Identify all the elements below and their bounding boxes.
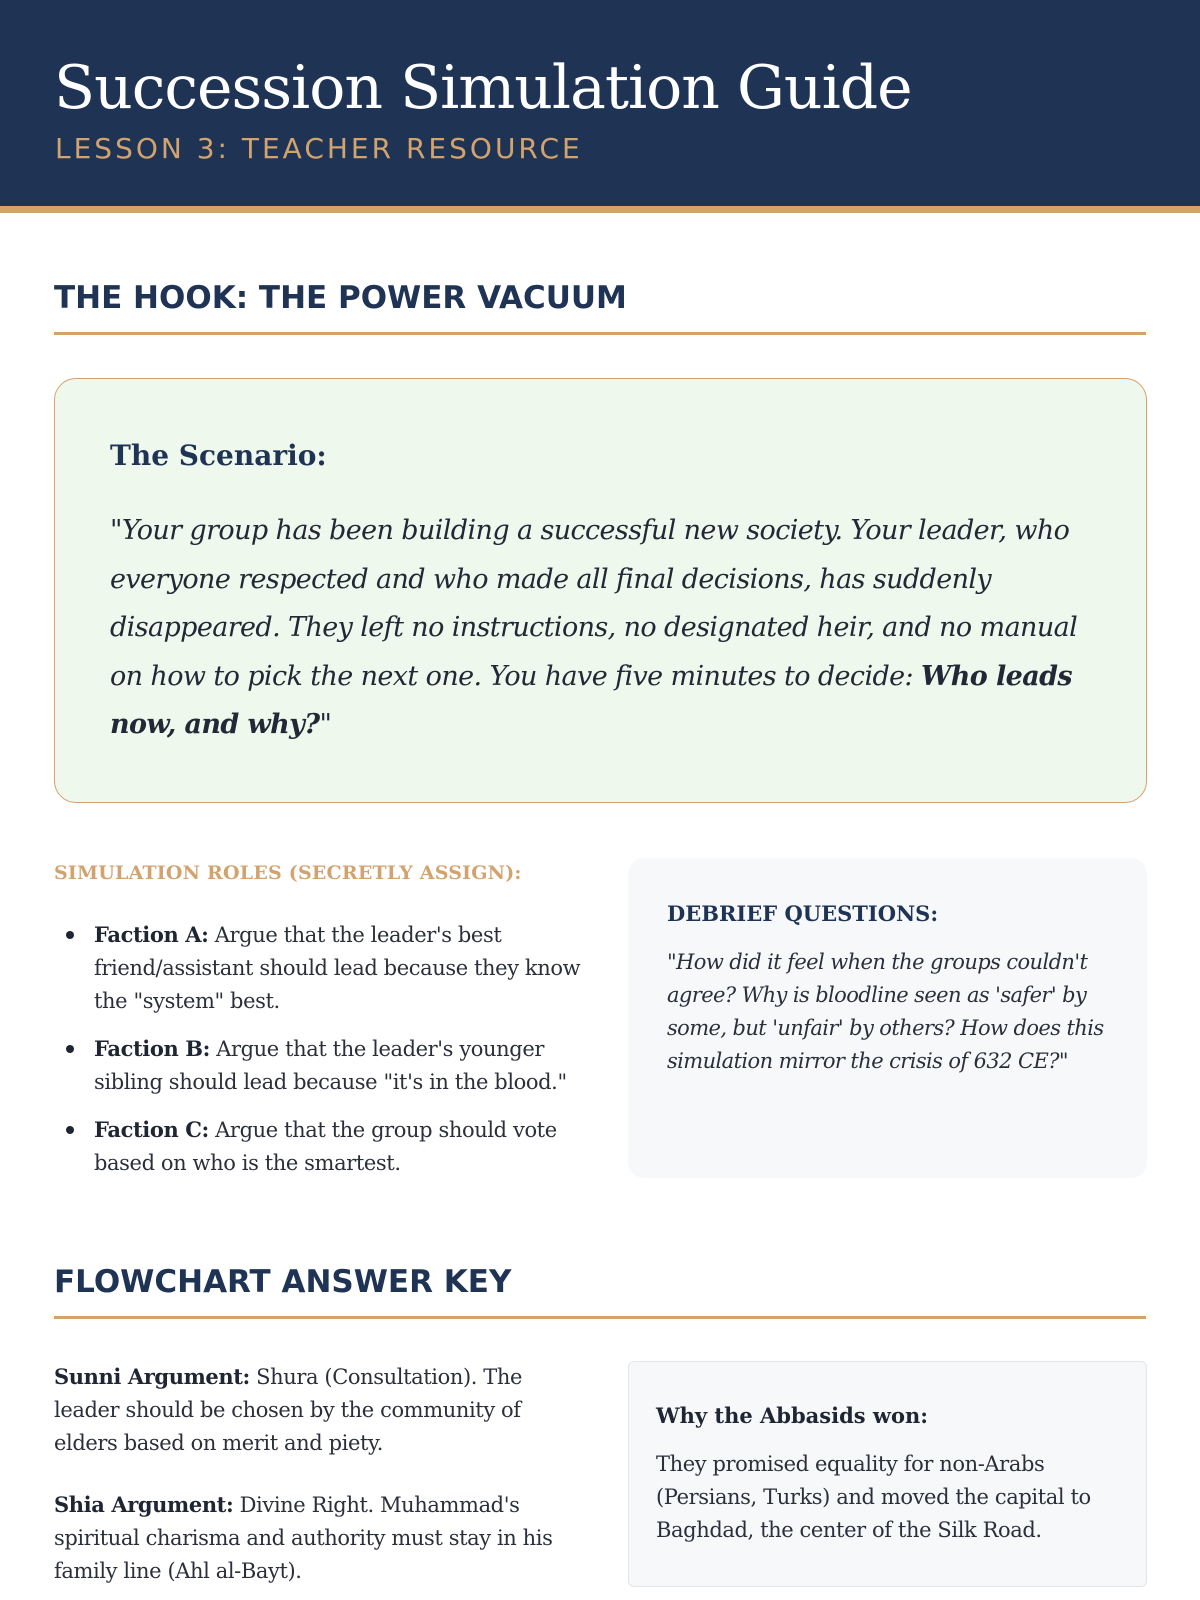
shia-argument-label: Shia Argument: xyxy=(54,1492,234,1517)
role-text: Argue that the leader's best friend/assistant should lead because they know the "system" best. xyxy=(94,923,581,1013)
scenario-box xyxy=(54,378,1147,803)
shia-argument-text: Divine Right. Muhammad's spiritual charisma and authority must stay in his family line (Ahl al-Bayt). xyxy=(54,1493,553,1583)
role-text: Argue that the group should vote based on who is the smartest. xyxy=(94,1118,557,1175)
role-label: Faction C: xyxy=(94,1117,209,1142)
bullet-icon xyxy=(66,1126,74,1134)
abbasid-title: Why the Abbasids won: xyxy=(656,1403,928,1428)
roles-title: SIMULATION ROLES (SECRETLY ASSIGN): xyxy=(54,862,522,884)
scenario-quote-lead: "Your group has been building a successful new society. Your leader, who everyone respected and who made all final decisions, has suddenly disappeared. They left no instructions, no designated heir, and no manual on how to pick the next one. You have five minutes to decide: xyxy=(110,515,1078,692)
bullet-icon xyxy=(66,1045,74,1053)
role-label: Faction A: xyxy=(94,922,209,947)
flowchart-section-heading: FLOWCHART ANSWER KEY xyxy=(54,1262,1146,1319)
page-title: Succession Simulation Guide xyxy=(54,53,912,123)
page-header xyxy=(0,0,1200,213)
debrief-title: DEBRIEF QUESTIONS: xyxy=(667,901,939,926)
roles-list xyxy=(54,918,584,1194)
role-item-faction-b xyxy=(54,1032,584,1099)
scenario-quote-question: Who leads now, and why? xyxy=(110,660,1073,740)
sunni-argument-label: Sunni Argument: xyxy=(54,1364,250,1389)
page-subtitle: LESSON 3: TEACHER RESOURCE xyxy=(55,132,583,165)
role-item-faction-a xyxy=(54,918,584,1018)
debrief-box xyxy=(628,858,1147,1178)
debrief-questions: "How did it feel when the groups couldn't agree? Why is bloodline seen as 'safer' by some, but 'unfair' by others? How does this simulation mirror the crisis of 632 CE?" xyxy=(667,950,1104,1073)
role-text: Argue that the leader's younger sibling should lead because "it's in the blood." xyxy=(94,1037,567,1094)
bullet-icon xyxy=(66,931,74,939)
role-item-faction-c xyxy=(54,1113,584,1180)
shia-argument xyxy=(54,1488,574,1588)
scenario-label: The Scenario: xyxy=(110,439,327,472)
scenario-quote-end: " xyxy=(319,709,332,740)
sunni-argument-text: Shura (Consultation). The leader should be chosen by the community of elders based on merit and piety. xyxy=(54,1365,523,1455)
sunni-argument xyxy=(54,1360,574,1460)
role-label: Faction B: xyxy=(94,1036,210,1061)
scenario-quote xyxy=(110,507,1110,750)
hook-section-heading: THE HOOK: THE POWER VACUUM xyxy=(54,278,1146,335)
abbasid-text: They promised equality for non-Arabs (Persians, Turks) and moved the capital to Baghdad, the center of the Silk Road. xyxy=(656,1452,1091,1542)
abbasid-box xyxy=(628,1361,1147,1587)
